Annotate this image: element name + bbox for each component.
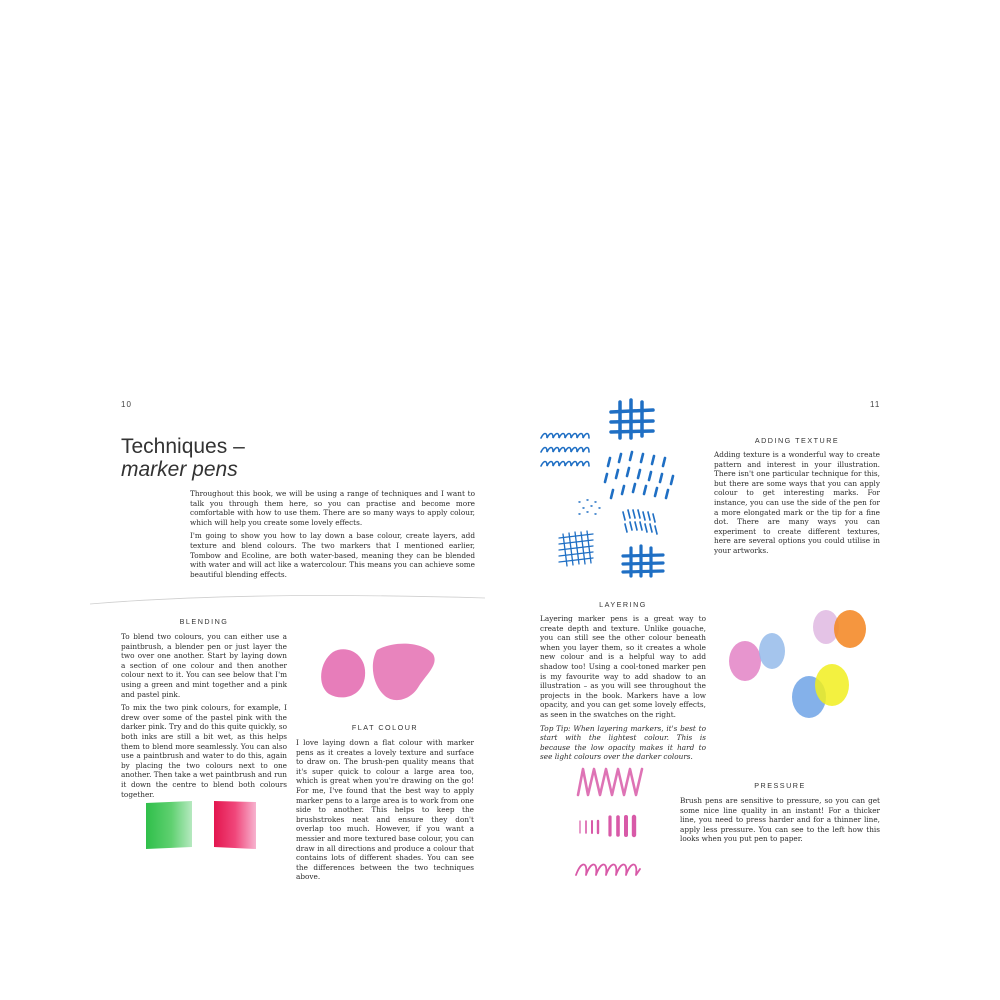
zigzag-mark — [578, 769, 642, 795]
flat-colour-text — [296, 738, 474, 886]
green-blend-swatch — [146, 801, 192, 849]
light-blue-circle — [759, 633, 785, 669]
blending-swatches — [140, 795, 270, 855]
textured-pink-blob — [373, 644, 435, 700]
intro-paragraph-1: Throughout this book, we will be using a range of techniques and I want to talk you through them here, so you can practise and become more comfortable with how to use them. There are so many ways to apply colour, which will help you create some lovely effects. — [190, 489, 475, 527]
blending-paragraph-1: To blend two colours, you can either use a paintbrush, a blender pen or just layer the two over one another. Start by laying down a section of one colour and then another colour next to it. You can see below that I'm using a green and mint together and a pink and pastel pink. — [121, 632, 287, 699]
crosshatch-mark — [559, 531, 593, 566]
adding-texture-text — [714, 450, 880, 560]
flat-pink-blob — [321, 649, 365, 697]
texture-marks-illustration — [535, 398, 700, 580]
layering-swatches — [725, 605, 885, 725]
layering-tip: Top Tip: When layering markers, it's best to start with the lightest colour. This is because the low opacity makes it hard to see light colours over the darker colours. — [540, 723, 706, 762]
section-divider — [90, 592, 485, 606]
pink-circle — [729, 641, 761, 681]
flat-colour-paragraph: I love laying down a flat colour with marker pens as it creates a lovely texture and surface to draw on. The brush-pen quality means that it's super quick to colour a large area too, which is great when you're drawing on the go! For me, I've found that the best way to apply marker pens to a large area is to work from one side to another. This helps to keep the brushstrokes neat and ensure they don't overlap too much. However, if you want a messier and more textured base colour, you can draw in all directions and produce a colour that contains lots of different shades. You can see the differences between the two techniques above. — [296, 738, 474, 882]
page-title — [121, 435, 245, 481]
layering-text — [540, 614, 706, 766]
blending-paragraph-2: To mix the two pink colours, for example, I drew over some of the pastel pink with the darker pink. Try and do this quite quickly, so both inks are still a bit wet, as this helps them to blend more seamlessly. You can also use a paintbrush and water to do this, again by placing the two colours next to one another. Then take a wet paintbrush and run it down the centre to blend both colours together. — [121, 703, 287, 799]
adding-texture-paragraph: Adding texture is a wonderful way to create pattern and interest in your illustration. There isn't one particular technique for this, but there are some ways that you can apply colour to get interesting marks. For instance, you can use the side of the pen for a more elongated mark or the tip for a fine dot. There are many ways you can experiment to create different textures, here are several options you could utilise in your artworks. — [714, 450, 880, 555]
title-line-1: Techniques – — [121, 435, 245, 458]
pink-blend-swatch — [214, 801, 256, 849]
pressure-marks-illustration — [570, 765, 655, 887]
page-number-left: 10 — [121, 400, 132, 409]
intro-text — [190, 489, 475, 583]
layering-paragraph: Layering marker pens is a great way to create depth and texture. Unlike gouache, you can still see the other colour beneath when you layer them, so it creates a whole new colour and is a helpful way to add shadow too! Using a cool-toned marker pen is my favourite way to add shadow to an illustration – as you will see throughout the projects in the book. Markers have a low opacity, and you can get some lovely effects, as seen in the swatches on the right. — [540, 614, 706, 719]
flat-colour-heading: FLAT COLOUR — [351, 723, 419, 732]
flat-colour-swatches — [315, 640, 445, 710]
intro-paragraph-2: I'm going to show you how to lay down a base colour, create layers, add texture and blend colours. The two markers that I mentioned earlier, Tombow and Ecoline, are both water-based, meaning they can be blended with water and will act like a watercolour. This means you can achieve some beautiful blending effects. — [190, 531, 475, 579]
hash-mark-top — [611, 400, 653, 438]
pressure-text — [680, 796, 880, 848]
loop-line-mark — [576, 865, 640, 876]
stipple-marks — [623, 510, 657, 534]
adding-texture-heading: ADDING TEXTURE — [754, 436, 840, 445]
blending-text — [121, 632, 287, 803]
pressure-heading: PRESSURE — [754, 781, 806, 790]
yellow-circle — [815, 664, 849, 706]
loop-marks — [541, 434, 589, 467]
vertical-lines-mark — [580, 817, 634, 835]
title-line-2: marker pens — [121, 458, 238, 481]
pressure-paragraph: Brush pens are sensitive to pressure, so you can get some nice line quality in an instant! For a thicker line, you need to press harder and for a thinner line, apply less pressure. You can see to the left how this looks when you put pen to paper. — [680, 796, 880, 844]
hash-mark-bottom — [623, 546, 663, 576]
page-number-right: 11 — [870, 400, 881, 409]
dash-marks — [605, 452, 673, 498]
blending-heading: BLENDING — [179, 617, 229, 626]
dot-marks — [579, 500, 600, 514]
layering-heading: LAYERING — [599, 600, 647, 609]
orange-circle — [834, 610, 866, 648]
